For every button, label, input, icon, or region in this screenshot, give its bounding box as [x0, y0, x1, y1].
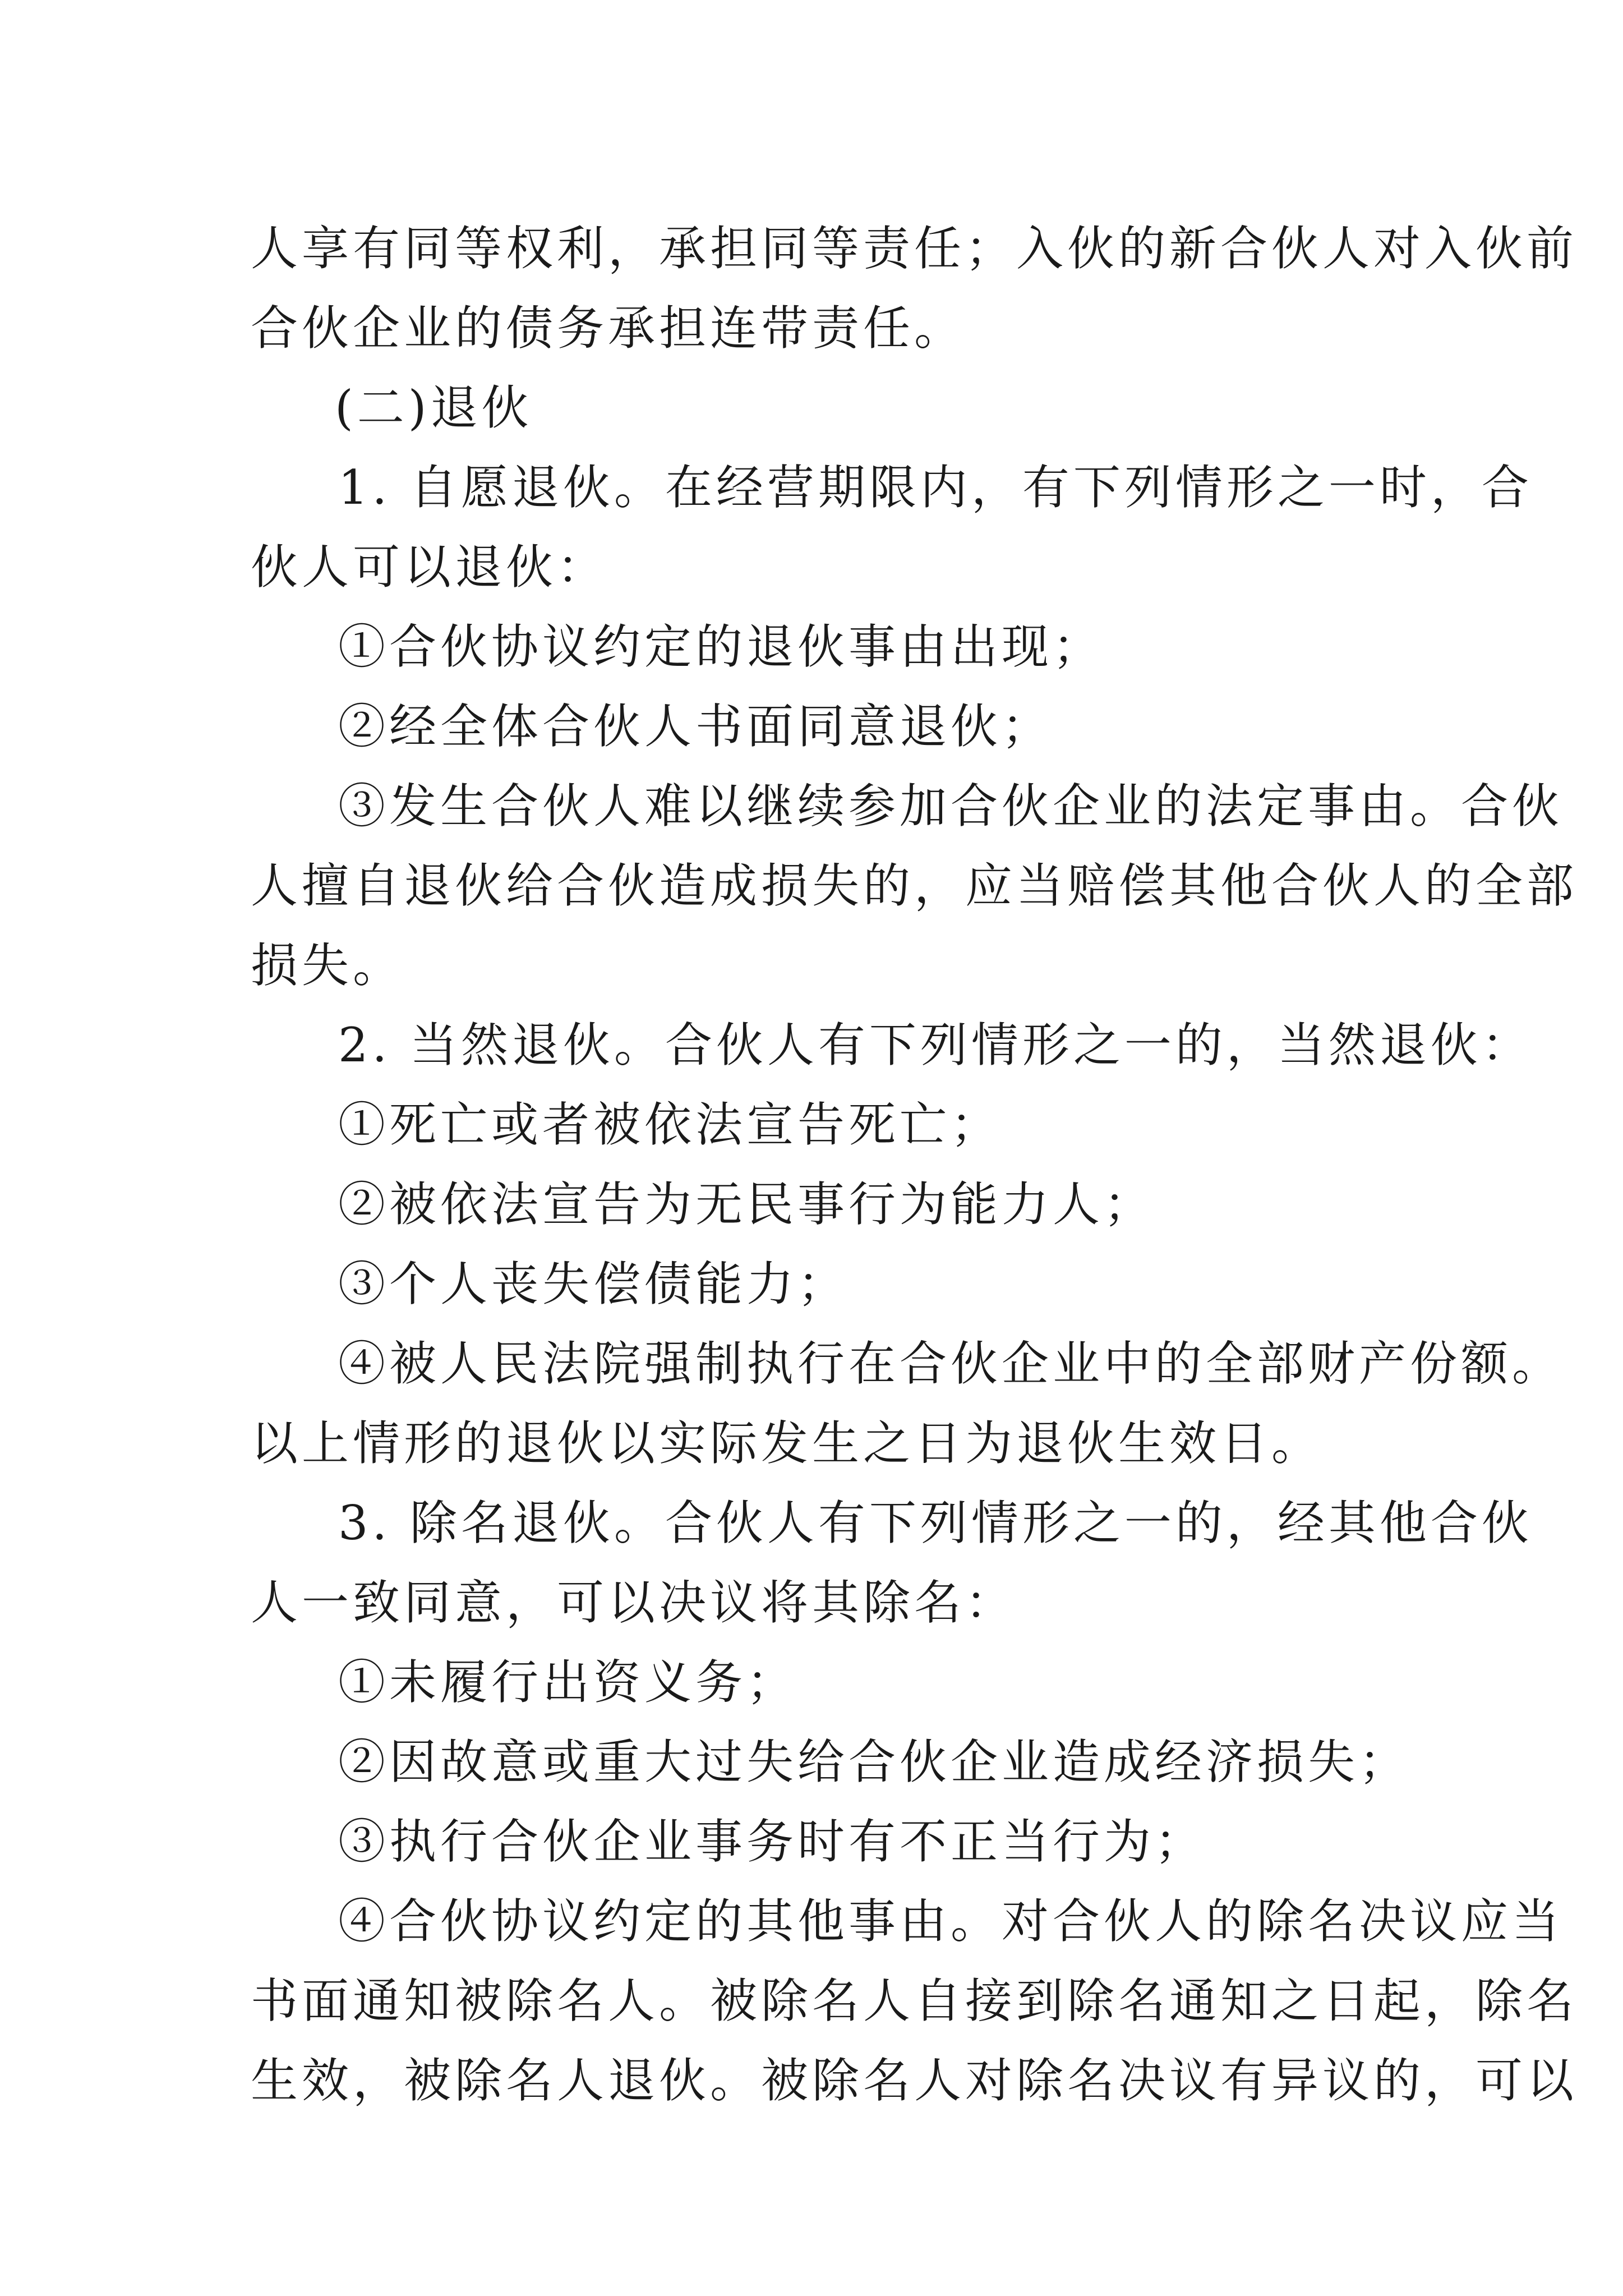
- paragraph-line: 人一致同意，可以决议将其除名：: [251, 1575, 1017, 1630]
- paragraph-line: 3. 除名退伙。合伙人有下列情形之一的，经其他合伙: [338, 1496, 1533, 1550]
- paragraph-line: 伙人可以退伙：: [251, 540, 608, 595]
- list-item: ①合伙协议约定的退伙事由出现；: [338, 619, 1104, 674]
- list-item: ③发生合伙人难以继续参加合伙企业的法定事由。合伙: [338, 779, 1564, 834]
- list-item: ③个人丧失偿债能力；: [338, 1257, 849, 1312]
- paragraph-line: 1. 自愿退伙。在经营期限内，有下列情形之一时，合: [338, 460, 1533, 515]
- paragraph-line: 生效，被除名人退伙。被除名人对除名决议有异议的，可以: [251, 2053, 1578, 2108]
- list-item: ④合伙协议约定的其他事由。对合伙人的除名决议应当: [338, 1894, 1564, 1949]
- list-item: ①死亡或者被依法宣告死亡；: [338, 1097, 1002, 1152]
- list-item: ③执行合伙企业事务时有不正当行为；: [338, 1814, 1206, 1869]
- list-item: ②经全体合伙人书面同意退伙；: [338, 699, 1053, 754]
- paragraph-line: 合伙企业的债务承担连带责任。: [251, 301, 966, 356]
- list-item: ②因故意或重大过失给合伙企业造成经济损失；: [338, 1734, 1410, 1789]
- paragraph-line: 2. 当然退伙。合伙人有下列情形之一的，当然退伙：: [338, 1018, 1533, 1073]
- list-item: ④被人民法院强制执行在合伙企业中的全部财产份额。: [338, 1336, 1564, 1391]
- paragraph-line: 以上情形的退伙以实际发生之日为退伙生效日。: [251, 1416, 1323, 1471]
- section-heading: (二)退伙: [335, 380, 533, 435]
- paragraph-line: 人享有同等权利，承担同等责任；入伙的新合伙人对入伙前: [251, 221, 1578, 276]
- paragraph-line: 人擅自退伙给合伙造成损失的，应当赔偿其他合伙人的全部: [251, 858, 1578, 913]
- paragraph-line: 损失。: [251, 938, 404, 993]
- list-item: ①未履行出资义务；: [338, 1655, 798, 1710]
- document-body: [251, 209, 1578, 2120]
- list-item: ②被依法宣告为无民事行为能力人；: [338, 1177, 1155, 1232]
- paragraph-line: 书面通知被除名人。被除名人自接到除名通知之日起，除名: [251, 1973, 1578, 2028]
